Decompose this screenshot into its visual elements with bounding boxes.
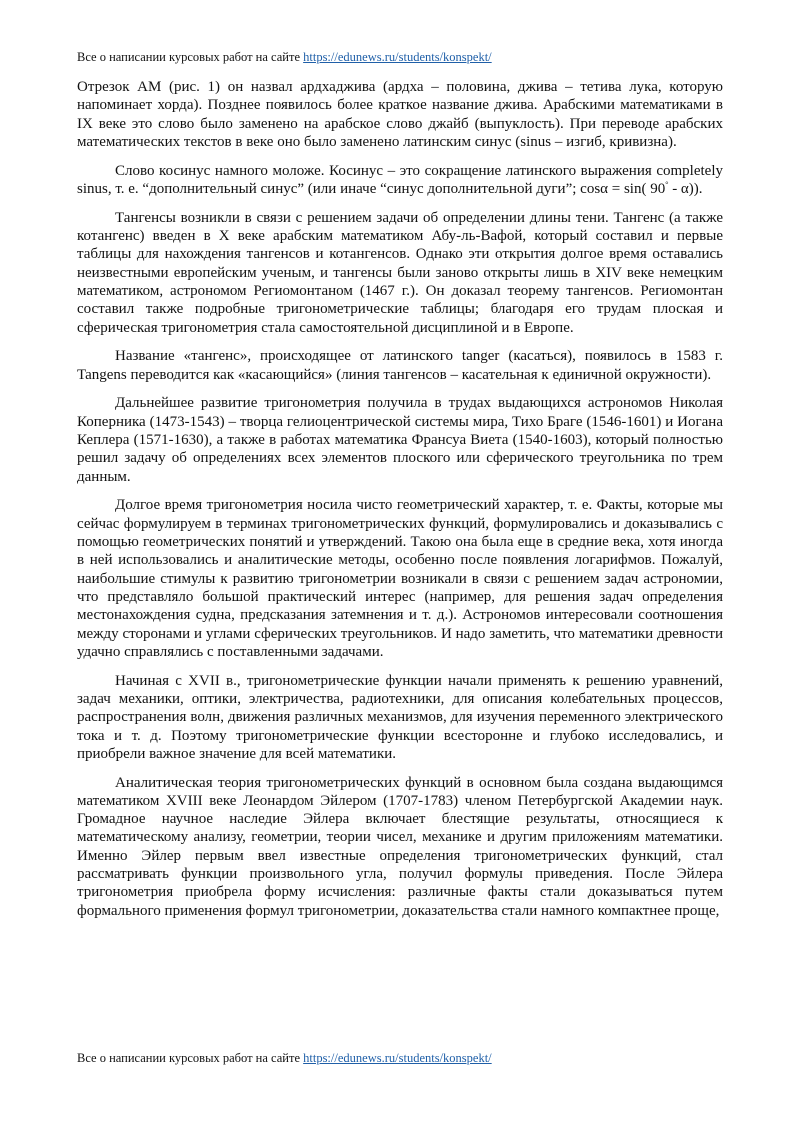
header-text: Все о написании курсовых работ на сайте <box>77 50 304 64</box>
page-header <box>77 49 727 65</box>
page-footer <box>77 1050 727 1066</box>
document-body <box>77 78 723 930</box>
paragraph-3: Тангенсы возникли в связи с решением задачи об определении длины тени. Тангенс (а также котангенс) введен в X веке арабским математиком Абу-ль-Вафой, который составил и первые таблицы для нахождения тангенсов и котангенсов. Однако эти открытия долгое время оставались неизвестными европейским ученым, и тангенсы были заново открыты лишь в XIV веке немецким математиком, астрономом Региомонтаном (1467 г.). Он доказал теорему тангенсов. Региомонтан составил также подробные тригонометрические таблицы; благодаря его трудам плоская и сферическая тригонометрия стала самостоятельной дисциплиной и в Европе. <box>77 209 723 336</box>
cosine-formula <box>580 181 702 197</box>
paragraph-8: Аналитическая теория тригонометрических функций в основном была создана выдающимся математиком XVIII веке Леонардом Эйлером (1707-1783) членом Петербургской Академии наук. Громадное научное наследие Эйлера включает блестящие результаты, относящиеся к математическому анализу, геометрии, теории чисел, механике и другим приложениям математики. Именно Эйлер первым ввел известные определения тригонометрических функций, стал рассматривать функции произвольного угла, получил формулы приведения. После Эйлера тригонометрия приобрела форму исчисления: различные факты стали доказываться путем формального применения формул тригонометрии, доказательства стали намного компактнее проще, <box>77 774 723 919</box>
paragraph-2 <box>77 162 723 199</box>
header-link[interactable]: https://edunews.ru/students/konspekt/ <box>303 50 492 64</box>
cosine-formula-end: - α)). <box>668 180 703 197</box>
degree-sign: ° <box>665 179 669 189</box>
cosine-formula-start: cosα = sin( 90 <box>580 180 666 197</box>
paragraph-7: Начиная с XVII в., тригонометрические функции начали применять к решению уравнений, задач механики, оптики, электричества, радиотехники, для описания колебательных процессов, распространения волн, движения различных механизмов, для изучения переменного электрического тока и т. д. Поэтому тригонометрические функции всесторонне и глубоко исследовались, и приобрели важное значение для всей математики. <box>77 672 723 762</box>
paragraph-5: Дальнейшее развитие тригонометрия получила в трудах выдающихся астрономов Николая Коперника (1473-1543) – творца гелиоцентрической системы мира, Тихо Браге (1546-1601) и Иогана Кеплера (1571-1630), а также в работах математика Франсуа Виета (1540-1603), который полностью решил задачу об определениях всех элементов плоского или сферического треугольника по трем данным. <box>77 395 723 485</box>
footer-link[interactable]: https://edunews.ru/students/konspekt/ <box>303 1051 492 1065</box>
paragraph-4: Название «тангенс», происходящее от латинского tanger (касаться), появилось в 1583 г. Tangens переводится как «касающийся» (линия тангенсов – касательная к единичной окружности). <box>77 348 723 383</box>
paragraph-2-text: Слово косинус намного моложе. Косинус – это сокращение латинского выражения completely sinus, т. е. “дополнительный синус” (или иначе “синус дополнительной дуги”; <box>77 162 723 197</box>
paragraph-1: Отрезок AM (рис. 1) он назвал ардхаджива (ардха – половина, джива – тетива лука, которую напоминает хорда). Позднее появилось более краткое название джива. Арабскими математиками в IX веке это слово было заменено на арабское слово джайб (выпуклость). При переводе арабских математических текстов в веке оно было заменено латинским синус (sinus – изгиб, кривизна). <box>77 79 723 150</box>
paragraph-6: Долгое время тригонометрия носила чисто геометрический характер, т. е. Факты, которые мы сейчас формулируем в терминах тригонометрических функций, формулировались и доказывались с помощью геометрических понятий и утверждений. Такою она была еще в средние века, хотя иногда в ней использовались и аналитические методы, особенно после появления логарифмов. Пожалуй, наибольшие стимулы к развитию тригонометрии возникали в связи с решением задач астрономии, что представляло большой практический интерес (например, для решения задач определения местонахождения судна, предсказания затемнения и т. д.). Астрономов интересовали соотношения между сторонами и углами сферических треугольников. И надо заметить, что математики древности удачно справлялись с поставленными задачами. <box>77 497 723 660</box>
footer-text: Все о написании курсовых работ на сайте <box>77 1051 304 1065</box>
